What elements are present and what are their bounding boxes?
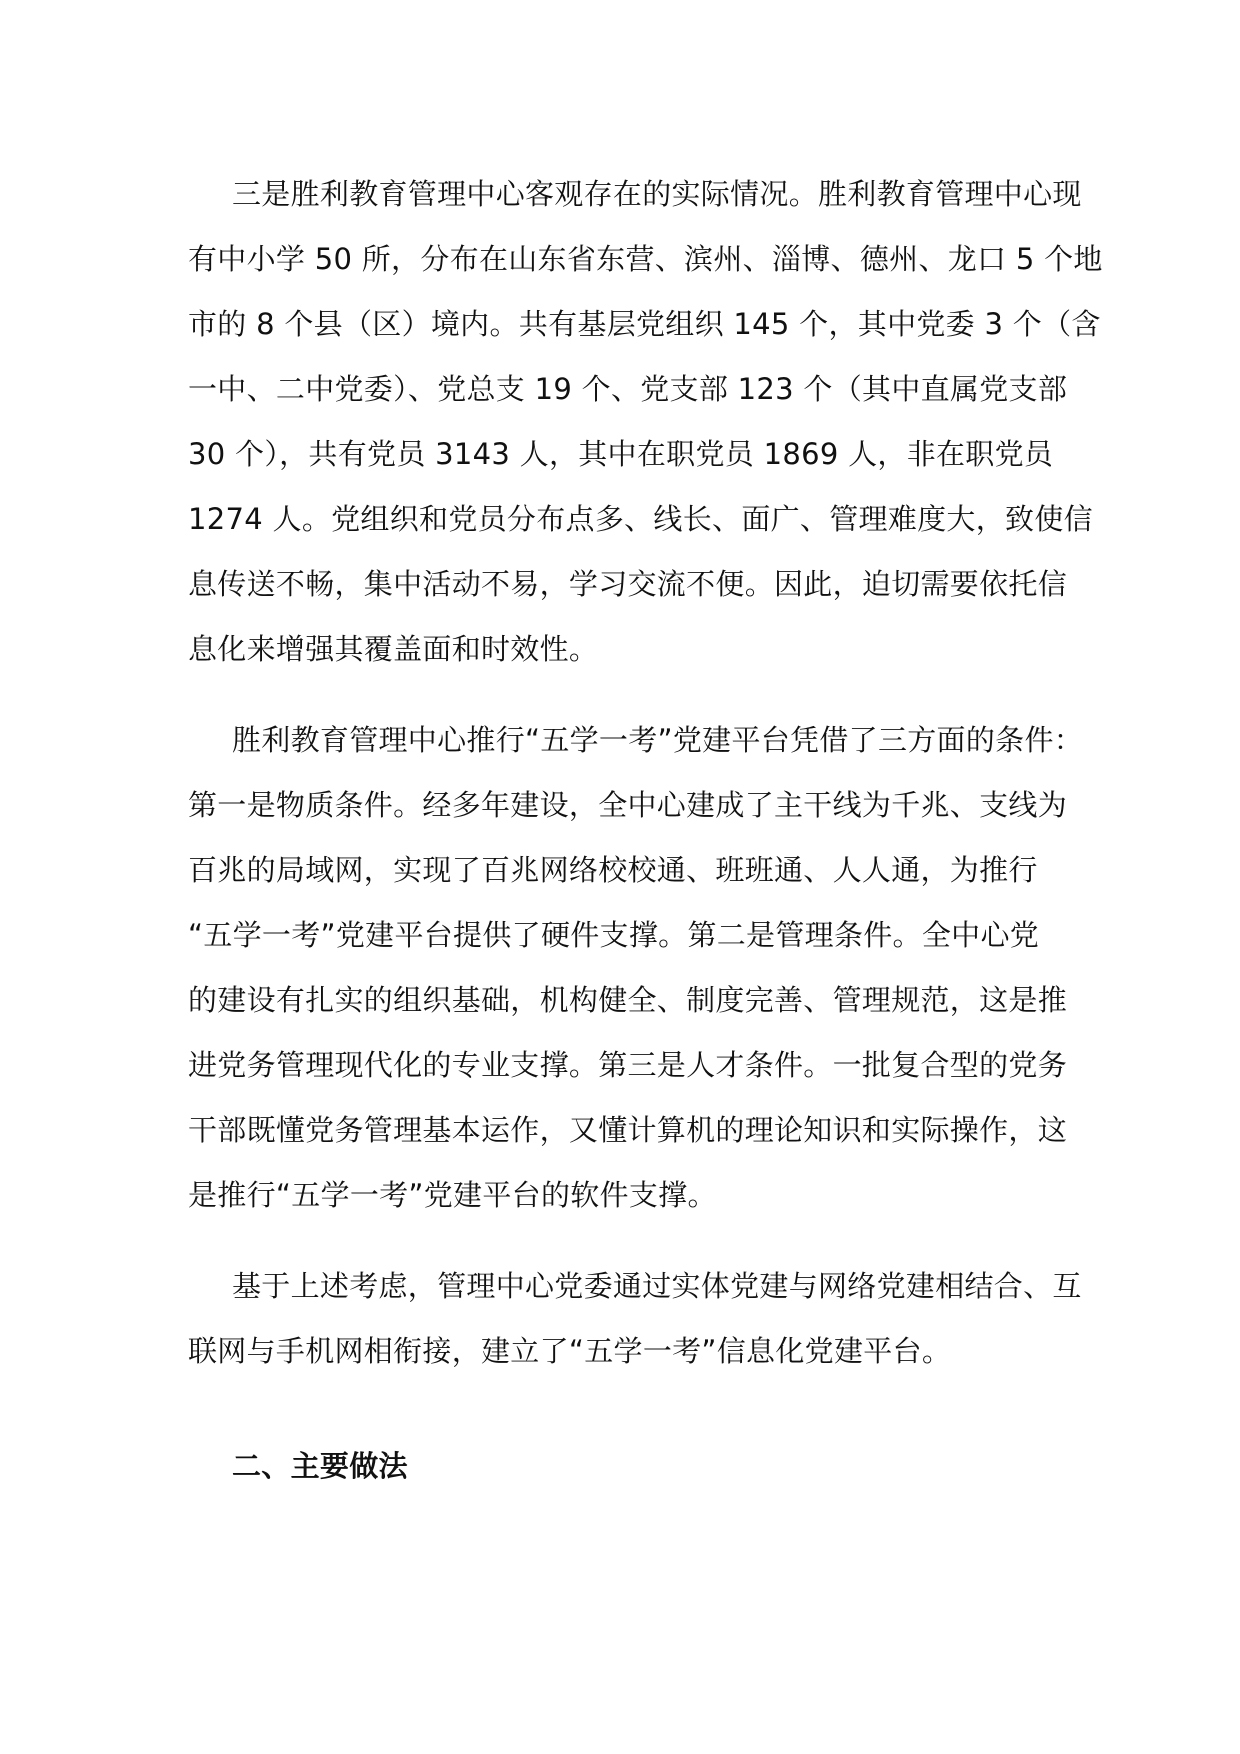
text-line: 基于上述考虑，管理中心党委通过实体党建与网络党建相结合、互	[232, 1269, 1082, 1303]
text-line: 1274 人。党组织和党员分布点多、线长、面广、管理难度大，致使信	[188, 502, 1093, 536]
paragraph-1	[188, 162, 1103, 682]
section-heading: 二、主要做法	[232, 1449, 408, 1483]
paragraph-2	[188, 708, 1088, 1228]
text-line: 进党务管理现代化的专业支撑。第三是人才条件。一批复合型的党务	[188, 1048, 1068, 1082]
text-line: 的建设有扎实的组织基础，机构健全、制度完善、管理规范，这是推	[188, 983, 1068, 1017]
text-line: 是推行“五学一考”党建平台的软件支撑。	[188, 1178, 717, 1212]
text-line: 市的 8 个县（区）境内。共有基层党组织 145 个，其中党委 3 个（含	[188, 307, 1101, 341]
text-line: 息化来增强其覆盖面和时效性。	[188, 632, 599, 666]
text-line: 百兆的局域网，实现了百兆网络校校通、班班通、人人通，为推行	[188, 853, 1038, 887]
text-line: 三是胜利教育管理中心客观存在的实际情况。胜利教育管理中心现	[232, 177, 1082, 211]
text-line: 第一是物质条件。经多年建设，全中心建成了主干线为千兆、支线为	[188, 788, 1068, 822]
text-line: “五学一考”党建平台提供了硬件支撑。第二是管理条件。全中心党	[188, 918, 1040, 952]
paragraph-3	[188, 1254, 1088, 1384]
text-line: 有中小学 50 所，分布在山东省东营、滨州、淄博、德州、龙口 5 个地	[188, 242, 1103, 276]
text-line: 联网与手机网相衔接，建立了“五学一考”信息化党建平台。	[188, 1334, 952, 1368]
text-line: 30 个），共有党员 3143 人，其中在职党员 1869 人，非在职党员	[188, 437, 1054, 471]
text-line: 息传送不畅，集中活动不易，学习交流不便。因此，迫切需要依托信	[188, 567, 1068, 601]
text-line: 干部既懂党务管理基本运作，又懂计算机的理论知识和实际操作，这	[188, 1113, 1068, 1147]
text-line: 一中、二中党委）、党总支 19 个、党支部 123 个（其中直属党支部	[188, 372, 1068, 406]
text-line: 胜利教育管理中心推行“五学一考”党建平台凭借了三方面的条件：	[232, 723, 1084, 757]
